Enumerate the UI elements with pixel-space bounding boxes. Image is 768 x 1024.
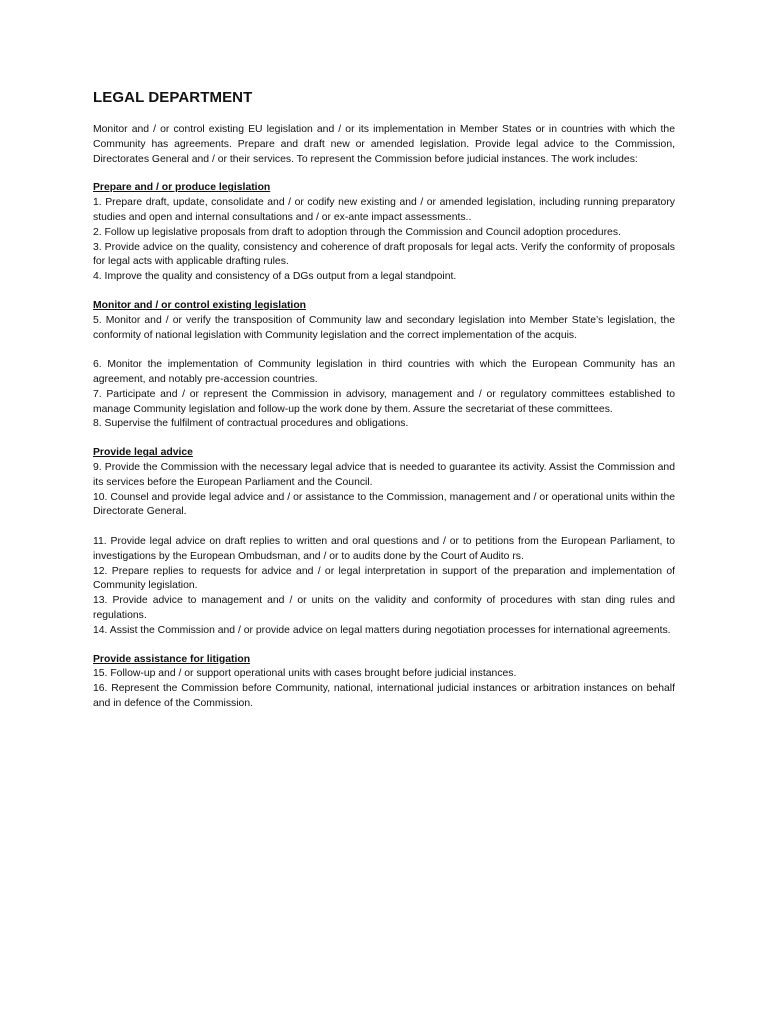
- list-item: 13. Provide advice to management and / or units on the validity and conformity of procedures with stan ding rules and regulations.: [93, 595, 675, 621]
- list-item: 10. Counsel and provide legal advice and / or assistance to the Commission, management and / or operational units within the Directorate General.: [93, 491, 675, 518]
- document-title: LEGAL DEPARTMENT: [93, 89, 253, 106]
- section-heading: Provide assistance for litigation: [93, 653, 251, 665]
- document-page: [93, 88, 675, 726]
- section-monitor-legislation: [93, 299, 675, 432]
- section-litigation: [93, 653, 675, 712]
- list-item: 5. Monitor and / or verify the transposition of Community law and secondary legislation into Member State’s legislation, the conformity of national legislation with Community legislation and the correct implementation of the acquis.: [93, 314, 675, 341]
- list-item: 12. Prepare replies to requests for advice and / or legal interpretation in support of the preparation and implementation of Community legislation.: [93, 565, 675, 592]
- paragraph-spacer: [93, 343, 675, 358]
- list-item: 15. Follow-up and / or support operational units with cases brought before judicial instances.: [93, 668, 517, 680]
- section-prepare-legislation: [93, 181, 675, 285]
- list-item: 7. Participate and / or represent the Commission in advisory, management and / or regulatory committees established to manage Community legislation and follow-up the work done by them. Assure the secretariat of these committees.: [93, 388, 675, 415]
- section-heading: Monitor and / or control existing legislation: [93, 299, 307, 311]
- list-item: 14. Assist the Commission and / or provide advice on legal matters during negotiation processes for international agreements.: [93, 624, 671, 636]
- list-item: 3. Provide advice on the quality, consistency and coherence of draft proposals for legal acts. Verify the conformity of proposals for legal acts with applicable drafting rules.: [93, 241, 675, 268]
- list-item: 16. Represent the Commission before Community, national, international judicial instances or arbitration instances on behalf and in defence of the Commission.: [93, 683, 675, 709]
- list-item: 2. Follow up legislative proposals from draft to adoption through the Commission and Council adoption procedures.: [93, 226, 621, 238]
- list-item: 8. Supervise the fulfilment of contractual procedures and obligations.: [93, 418, 409, 430]
- list-item: 11. Provide legal advice on draft replies to written and oral questions and / or to petitions from the European Parliament, to investigations by the European Ombudsman, and / or to audits done by the Court of Audito rs.: [93, 535, 675, 562]
- section-heading: Provide legal advice: [93, 447, 193, 459]
- list-item: 6. Monitor the implementation of Community legislation in third countries with which the European Community has an agreement, and notably pre-accession countries.: [93, 359, 675, 385]
- intro-paragraph: Monitor and / or control existing EU legislation and / or its implementation in Member States or in countries with which the Community has agreements. Prepare and draft new or amended legislation. Provide legal advice to the Commission, Directorates General and / or their services. To represent the Commission before judicial instances. The work includes:: [93, 124, 675, 165]
- list-item: 4. Improve the quality and consistency of a DGs output from a legal standpoint.: [93, 271, 457, 283]
- paragraph-spacer: [93, 520, 675, 535]
- list-item: 1. Prepare draft, update, consolidate and / or codify new existing and / or amended legislation, including running preparatory studies and open and internal consultations and / or ex-ante impact assessments..: [93, 197, 675, 223]
- list-item: 9. Provide the Commission with the necessary legal advice that is needed to guarantee its activity. Assist the Commission and its services before the European Parliament and the Council.: [93, 461, 675, 488]
- section-legal-advice: [93, 446, 675, 638]
- section-heading: Prepare and / or produce legislation: [93, 182, 271, 194]
